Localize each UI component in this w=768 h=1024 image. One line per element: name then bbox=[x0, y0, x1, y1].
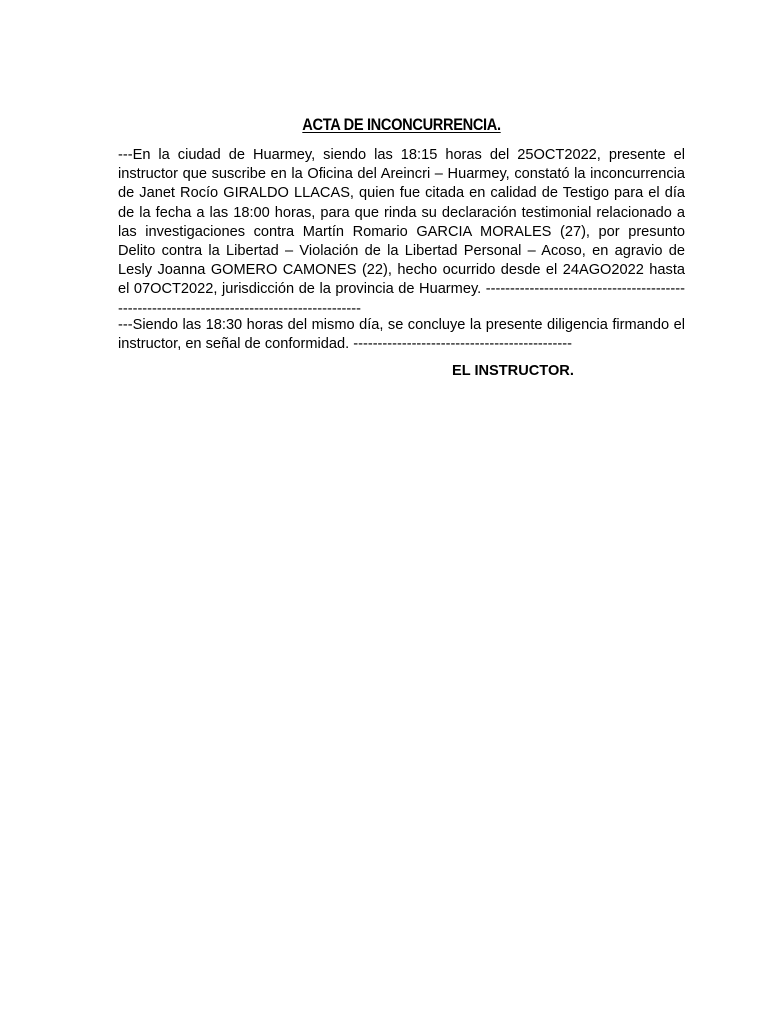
paragraph-inconcurrencia: ---En la ciudad de Huarmey, siendo las 18:15 horas del 25OCT2022, presente el instructor que suscribe en la Oficina del Areincri – Huarmey, constató la inconcurrencia de Janet Rocío GIRALDO LLACAS, quien fue citada en calidad de Testigo para el día de la fecha a las 18:00 horas, para que rinda su declaración testimonial relacionado a las investigaciones contra Martín Romario GARCIA MORALES (27), por presunto Delito contra la Libertad – Violación de la Libertad Personal – Acoso, en agravio de Lesly Joanna GOMERO CAMONES (22), hecho ocurrido desde el 24AGO2022 hasta el 07OCT2022, jurisdicción de la provincia de Huarmey. ------------------------------------------------------------------------------------------- bbox=[118, 147, 685, 317]
document-title: ACTA DE INCONCURRENCIA. bbox=[302, 115, 501, 134]
paragraph-conclusion: ---Siendo las 18:30 horas del mismo día, se concluye la presente diligencia firmando el instructor, en señal de conformidad. --------------------------------------------- bbox=[118, 317, 685, 353]
signature-label: EL INSTRUCTOR. bbox=[452, 363, 574, 379]
